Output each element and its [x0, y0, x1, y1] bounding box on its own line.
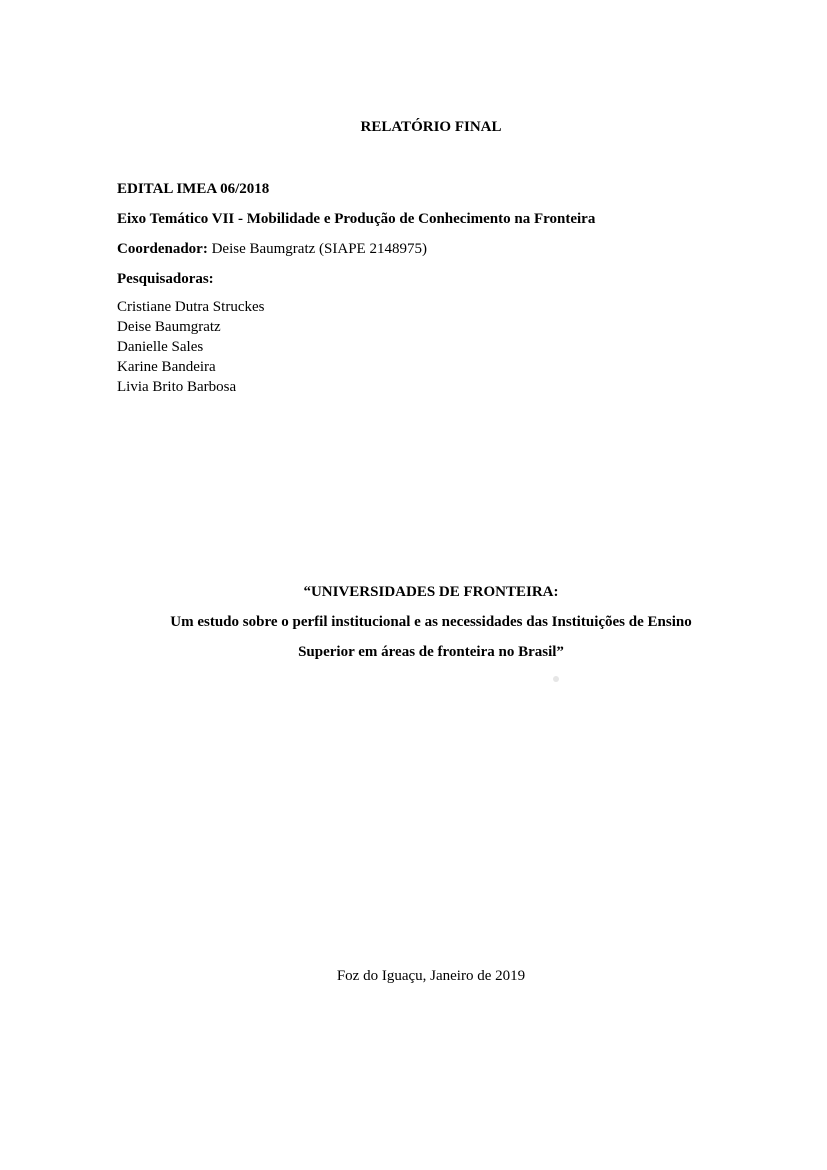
coordenador-label: Coordenador: [117, 241, 208, 257]
coordenador-line [117, 240, 737, 258]
edital-line: EDITAL IMEA 06/2018 [117, 181, 270, 197]
scan-artifact-dot [553, 676, 559, 682]
list-item: Karine Bandeira [117, 359, 216, 375]
project-title-line-2: Um estudo sobre o perfil institucional e as necessidades das Instituições de Ensino [170, 614, 692, 630]
pesquisadoras-label: Pesquisadoras: [117, 271, 214, 287]
project-title-line-1: “UNIVERSIDADES DE FRONTEIRA: [303, 584, 559, 600]
list-item: Cristiane Dutra Struckes [117, 299, 265, 315]
eixo-line: Eixo Temático VII - Mobilidade e Produção de Conhecimento na Fronteira [117, 211, 596, 227]
list-item: Danielle Sales [117, 339, 204, 355]
researchers-list [117, 297, 737, 397]
list-item: Livia Brito Barbosa [117, 379, 237, 395]
place-date: Foz do Iguaçu, Janeiro de 2019 [336, 968, 526, 984]
project-title-line-3: Superior em áreas de fronteira no Brasil” [298, 644, 564, 660]
project-title [0, 577, 827, 667]
report-title: RELATÓRIO FINAL [360, 119, 502, 135]
list-item: Deise Baumgratz [117, 319, 221, 335]
report-metadata [117, 180, 737, 397]
coordenador-value: Deise Baumgratz (SIAPE 2148975) [207, 241, 427, 257]
